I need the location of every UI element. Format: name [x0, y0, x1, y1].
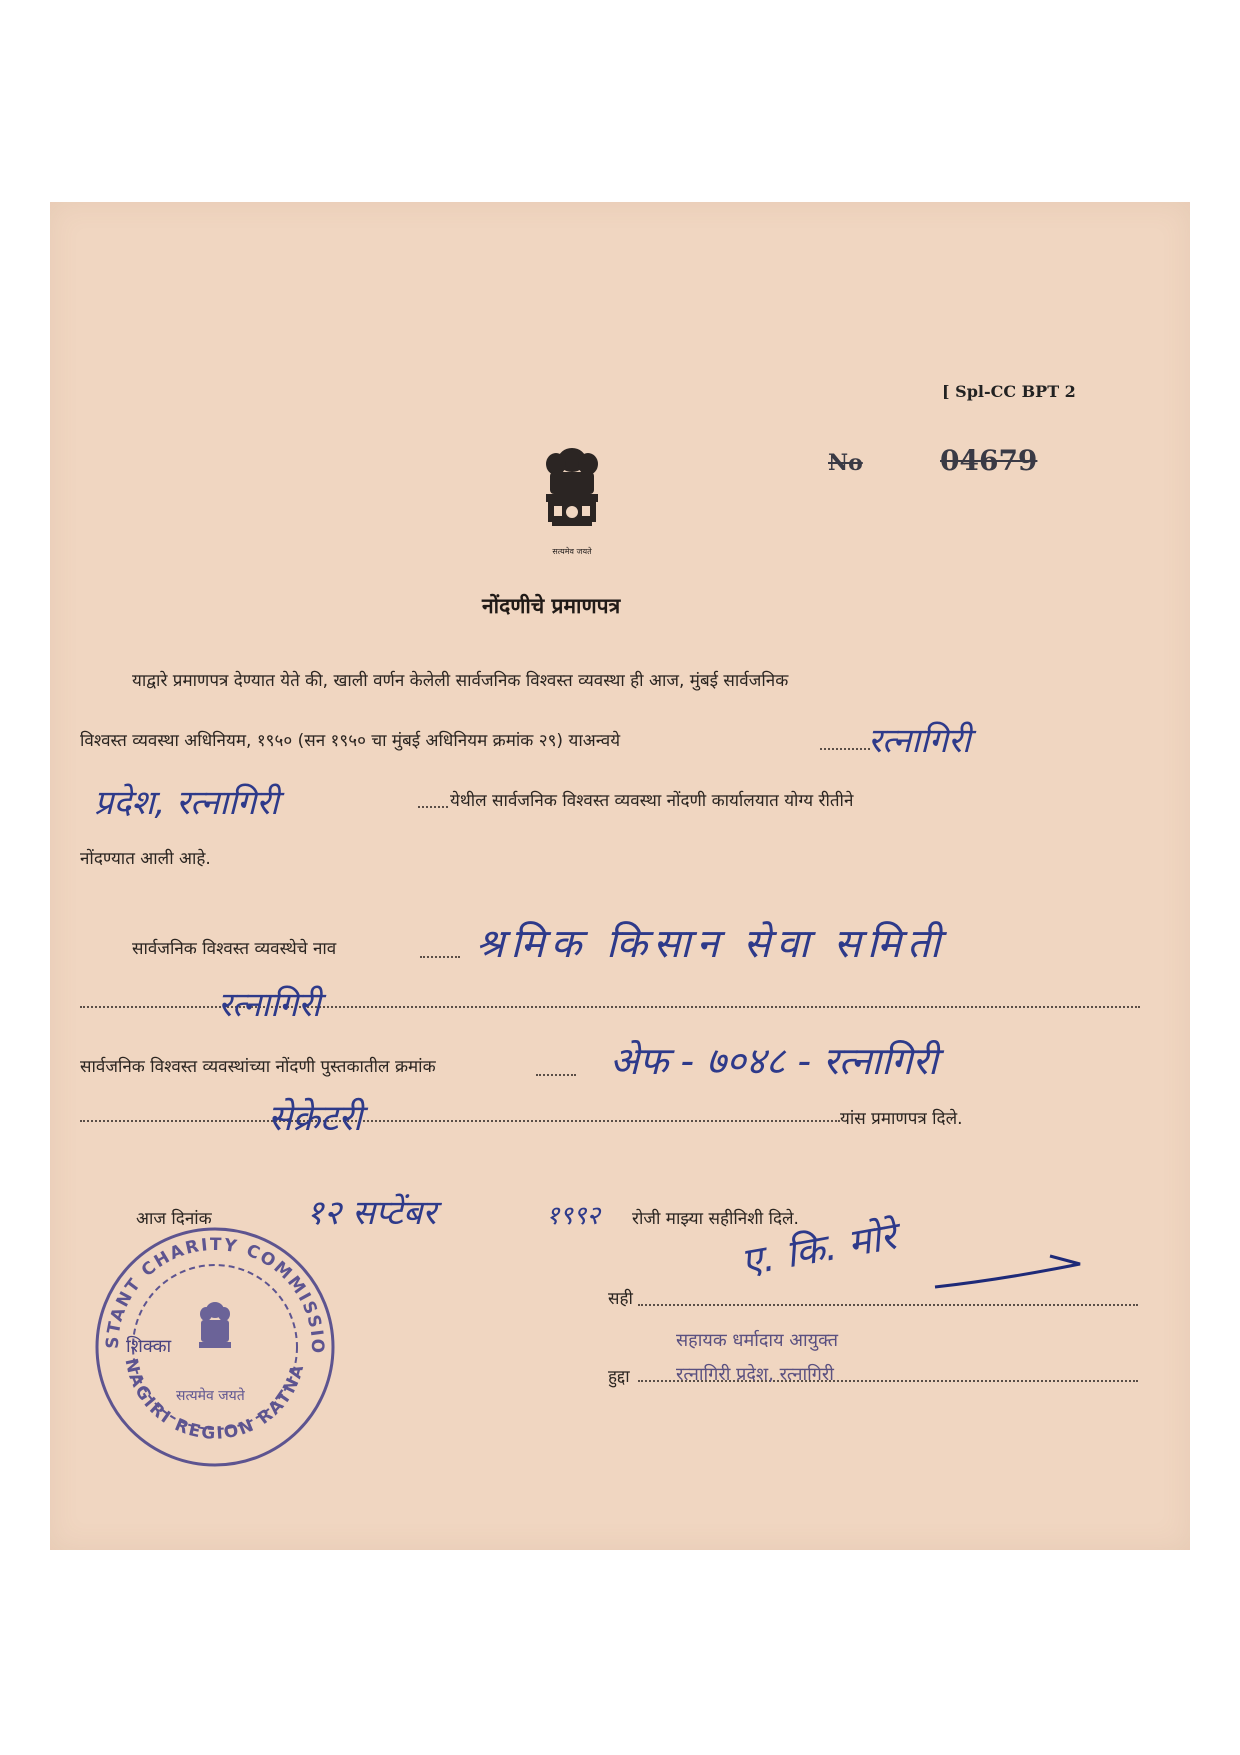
body-line-2: विश्वस्त व्यवस्था अधिनियम, १९५० (सन १९५० चा मुंबई अधिनियम क्रमांक २९) याअन्वये: [80, 731, 621, 751]
seal-motto: सत्यमेव जयते: [176, 1388, 245, 1404]
dotted-line: [536, 1074, 576, 1076]
dotted-line: [80, 1120, 840, 1122]
seal-bottom-text: NAGIRI REGION RATNA: [120, 1356, 309, 1444]
national-emblem-icon: [532, 442, 612, 542]
designation-label: हुद्दा: [608, 1367, 630, 1387]
seal-top-text: STANT CHARITY COMMISSIO: [102, 1234, 328, 1356]
dotted-line: [820, 748, 870, 750]
emblem-motto: सत्यमेव जयते: [552, 547, 592, 556]
date-suffix: रोजी माझ्या सहीनिशी दिले.: [632, 1209, 799, 1229]
dotted-line: [418, 806, 448, 808]
handwritten-date: १२ सप्टेंबर: [306, 1193, 437, 1233]
date-label: आज दिनांक: [136, 1209, 212, 1229]
sign-label: सही: [608, 1289, 633, 1309]
handwritten-office-city: रत्नागिरी: [868, 721, 971, 761]
certificate-paper: [50, 202, 1190, 1550]
dotted-line: [638, 1304, 1138, 1306]
trust-name-label: सार्वजनिक विश्वस्त व्यवस्थेचे नाव: [132, 939, 337, 959]
handwritten-reg-no: अेफ - ७०४८ - रत्नागिरी: [610, 1039, 938, 1083]
handwritten-year: १९९२: [546, 1201, 601, 1231]
document-title: नोंदणीचे प्रमाणपत्र: [482, 594, 621, 618]
handwritten-signature: ए. कि. मोरे: [737, 1213, 900, 1285]
issued-to-suffix: यांस प्रमाणपत्र दिले.: [840, 1109, 963, 1129]
designation-region: रत्नागिरी प्रदेश, रत्नागिरी: [676, 1364, 834, 1385]
body-line-3: येथील सार्वजनिक विश्वस्त व्यवस्था नोंदणी कार्यालयात योग्य रीतीने: [450, 791, 854, 811]
reg-no-label: सार्वजनिक विश्वस्त व्यवस्थांच्या नोंदणी पुस्तकातील क्रमांक: [80, 1057, 436, 1077]
handwritten-office-region: प्रदेश, रत्नागिरी: [94, 783, 279, 823]
signature-flourish-icon: [930, 1252, 1090, 1292]
handwritten-trust-city: रत्नागिरी: [218, 985, 321, 1025]
seal-label: शिक्का: [126, 1336, 172, 1357]
body-line-1: याद्वारे प्रमाणपत्र देण्यात येते की, खाली वर्णन केलेली सार्वजनिक विश्वस्त व्यवस्था ही आज, मुंबई सार्वजनिक: [132, 671, 789, 691]
designation-title: सहायक धर्मादाय आयुक्त: [676, 1330, 838, 1351]
handwritten-issued-to: सेक्रेटरी: [268, 1098, 363, 1139]
handwritten-trust-name: श्रमिक किसान सेवा समिती: [476, 921, 947, 967]
office-seal: [90, 1222, 340, 1472]
dotted-line: [420, 956, 460, 958]
serial-number: 04679: [940, 444, 1038, 477]
form-code: [ Spl-CC BPT 2: [942, 382, 1076, 401]
body-line-4: नोंदण्यात आली आहे.: [80, 849, 211, 869]
serial-prefix: No: [828, 450, 863, 476]
